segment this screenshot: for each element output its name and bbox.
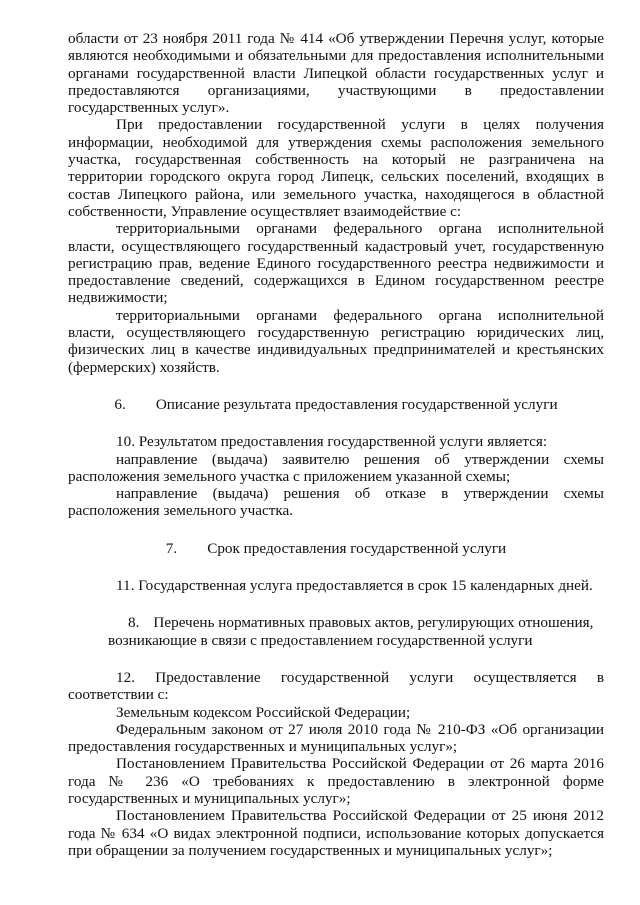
paragraph: территориальными органами федерального органа исполнительной власти, осуществляющего государственную регистрацию юридических лиц, физических лиц в качестве индивидуальных предпринимателей и крестьянских (фермерских) хозяйств. xyxy=(68,306,604,376)
paragraph: Постановлением Правительства Российской Федерации от 25 июня 2012 года № 634 «О видах электронной подписи, использование которых допускается при обращении за получением государственных и муниципальных услуг»; xyxy=(68,807,604,859)
paragraph: территориальными органами федерального органа исполнительной власти, осуществляющего государственный кадастровый учет, государственную регистрацию прав, ведение Единого государственного реестра недвижимости и предоставление сведений, содержащихся в Едином государственном реестре недвижимости; xyxy=(68,220,604,307)
section-title: Описание результата предоставления государственной услуги xyxy=(155,395,558,413)
section-number: 7. xyxy=(165,539,178,557)
section-title: Срок предоставления государственной услуги xyxy=(207,539,507,557)
paragraph: При предоставлении государственной услуги в целях получения информации, необходимой для утверждения схемы расположения земельного участка, государственная собственность на который не разграничена на территории городского округа город Липецк, сельских поселений, входящих в состав Липецкого района, или земельного участка, находящегося в областной собственности, Управление осуществляет взаимодействие с: xyxy=(68,116,604,220)
paragraph: Земельным кодексом Российской Федерации; xyxy=(116,703,411,721)
paragraph: Федеральным законом от 27 июля 2010 года № 210-ФЗ «Об организации предоставления государственных и муниципальных услуг»; xyxy=(68,720,604,756)
section-title: Перечень нормативных правовых актов, регулирующих отношения, возникающие в связи с предоставлением государственной услуги xyxy=(108,614,594,649)
section-number: 8. xyxy=(128,614,140,632)
section-heading-8 xyxy=(108,614,600,649)
section-heading-6 xyxy=(68,396,604,413)
paragraph: области от 23 ноября 2011 года № 414 «Об утверждении Перечня услуг, которые являются необходимыми и обязательными для предоставления исполнительными органами государственной власти Липецкой области государственных услуг и предоставляются организациями, участвующими в предоставлении государственных услуг». xyxy=(68,30,604,117)
section-heading-7 xyxy=(68,540,604,557)
paragraph: 11. Государственная услуга предоставляется в срок 15 календарных дней. xyxy=(116,577,593,595)
paragraph: направление (выдача) заявителю решения об утверждении схемы расположения земельного участка с приложением указанной схемы; xyxy=(68,450,604,485)
paragraph: направление (выдача) решения об отказе в утверждении схемы расположения земельного участка. xyxy=(68,485,604,520)
paragraph: Постановлением Правительства Российской Федерации от 26 марта 2016 года № 236 «О требованиях к предоставлению в электронной форме государственных и муниципальных услуг»; xyxy=(68,755,604,807)
section-number: 6. xyxy=(114,395,126,413)
paragraph: 10. Результатом предоставления государственной услуги является: xyxy=(116,433,548,451)
paragraph: 12. Предоставление государственной услуги осуществляется в соответствии с: xyxy=(68,668,604,704)
